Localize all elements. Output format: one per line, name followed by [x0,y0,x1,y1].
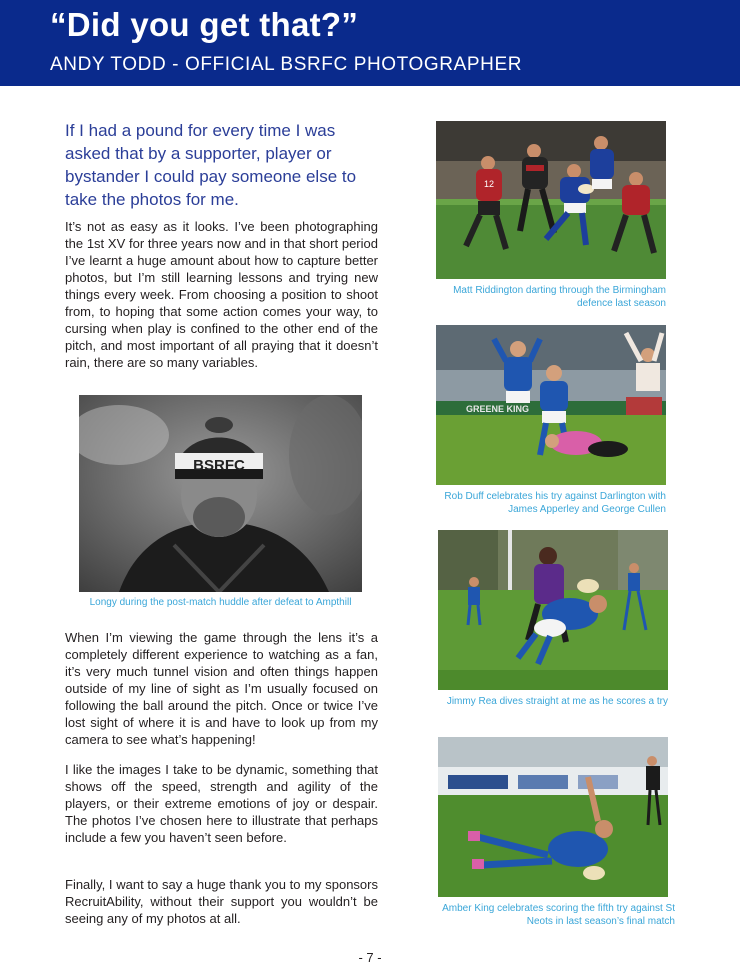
page-number: - 7 - [358,950,382,965]
article-paragraph-1: It’s not as easy as it looks. I’ve been photographing the 1st XV for three years now and in that short period I’ve learnt a huge amount about how to capture better photos, but I’m still learning lessons and trying new things every week. From choosing a position to shoot from, to hoping that some action comes your way, to cursing when play is confined to the other end of the pitch, and most important of all praying that it doesn’t rain, there are so many variables. [65,219,378,370]
hat-text: BSRFC [193,457,245,474]
article-paragraph-3: I like the images I take to be dynamic, something that shows off the speed, strength and agility of the players, or their extreme emotions of joy or despair. The photos I’ve chosen here to illustrate that perhaps include a few you haven’t seen before. [65,762,378,845]
intro-quote: If I had a pound for every time I was asked that by a supporter, player or bystander I could pay someone else to take the photos for me. [65,121,357,209]
photo-king [438,737,668,897]
hoarding-text: GREENE KING [466,404,530,414]
photo-duff [436,325,666,485]
page-subtitle: ANDY TODD - OFFICIAL BSRFC PHOTOGRAPHER [50,54,523,75]
article-paragraph-2: When I’m viewing the game through the lens it’s a completely different experience to watching as a fan, it’s very much tunnel vision and often things happen outside of my line of sight as I’m usually focused on following the ball around the pitch. Once or twice I’ve lost sight of where it is and have to look up from my camera to see what’s happening! [65,630,378,747]
caption-riddington: Matt Riddington darting through the Birmingham defence last season [453,285,666,309]
page-title: “Did you get that?” [50,6,359,43]
photo-rea [438,530,668,690]
caption-rea: Jimmy Rea dives straight at me as he scores a try [446,696,668,707]
caption-longy: Longy during the post-match huddle after defeat to Ampthill [89,597,352,608]
photo-longy [79,395,362,592]
header-banner [0,0,740,86]
caption-king: Amber King celebrates scoring the fifth try against St Neots in last season’s final match [442,903,675,927]
article-paragraph-4: Finally, I want to say a huge thank you to my sponsors RecruitAbility, without their support you wouldn’t be seeing any of my photos at all. [65,877,378,926]
shirt-number: 12 [483,179,495,189]
photo-riddington [436,121,666,279]
caption-duff: Rob Duff celebrates his try against Darlington with James Apperley and George Cullen [444,491,666,515]
